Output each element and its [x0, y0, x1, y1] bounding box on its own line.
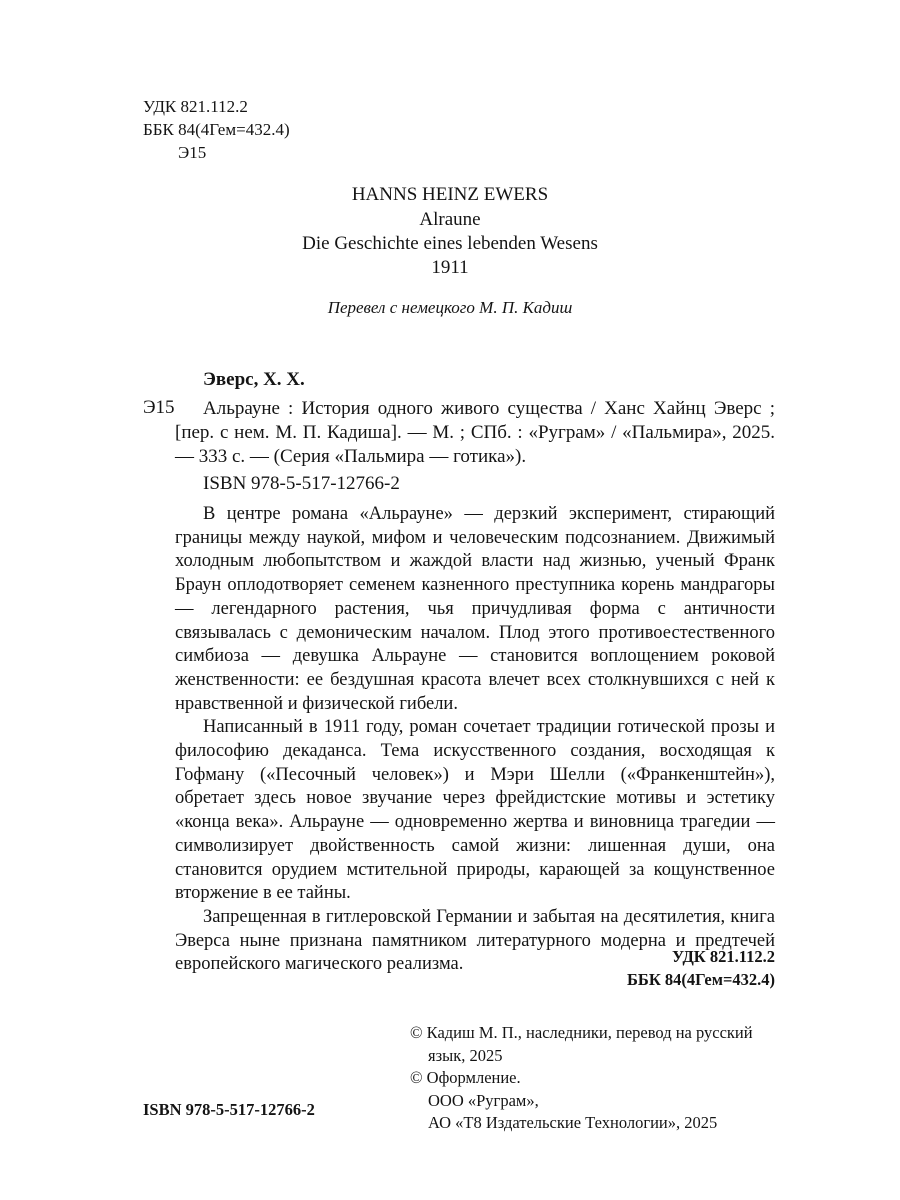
annotation: [175, 503, 775, 977]
biblio-author-heading: Эверс, Х. Х.: [203, 369, 305, 390]
original-year: 1911: [431, 257, 469, 278]
translator-note: Перевел с немецкого М. П. Кадиш: [327, 298, 573, 317]
biblio-description: Альрауне : История одного живого существа / Ханс Хайнц Эверс ; [пер. с нем. М. П. Кадиша]. — М. ; СПб. : «Руграм» / «Пальмира», 2025. — 333 с. — (Серия «Пальмира — готика»).: [175, 398, 775, 467]
footer-bbk: ББК 84(4Гем=432.4): [627, 970, 775, 989]
original-title: Alraune: [419, 209, 481, 230]
copyright-line: ООО «Руграм»,: [428, 1090, 539, 1110]
biblio-code: Э15: [143, 397, 175, 418]
original-author: HANNS HEINZ EWERS: [351, 184, 549, 205]
annotation-paragraph: Написанный в 1911 году, роман сочетает традиции готической прозы и философию декаданса. Тема искусственного создания, восходящая к Гофману («Песочный человек») и Мэри Шелли («Франкенштейн»), обретает здесь новое звучание через фрейдистские мотивы и эстетику «конца века». Альрауне — одновременно жертва и виновница трагедии — символизирует двойственность самой жизни: лишенная души, она становится орудием мстительной природы, карающей за кощунственное вторжение в ее тайны.: [175, 717, 775, 904]
footer-classification: [560, 945, 775, 991]
author-mark: Э15: [178, 143, 207, 162]
biblio-isbn: ISBN 978-5-517-12766-2: [203, 473, 400, 494]
annotation-paragraph: Запрещенная в гитлеровской Германии и забытая на десятилетия, книга Эверса ныне признана памятником литературного модерна и предтечей европейского магического реализма.: [175, 906, 775, 975]
annotation-paragraph: В центре романа «Альрауне» — дерзкий эксперимент, стирающий границы между наукой, мифом и человеческим подсознанием. Движимый холодным любопытством и жаждой власти над жизнью, ученый Франк Браун оплодотворяет семенем казненного преступника корень мандрагоры — легендарного растения, чья причудливая форма с античности связывалась с демоническим началом. Плод этого противоестественного симбиоза — девушка Альрауне — становится воплощением роковой женственности: ее бездушная красота влечет всех столкнувшихся с ней к нравственной и физической гибели.: [175, 504, 775, 714]
udk-code: УДК 821.112.2: [143, 97, 248, 116]
bbk-code: ББК 84(4Гем=432.4): [143, 120, 290, 139]
copyright-block: [410, 1022, 790, 1135]
copyright-line: АО «Т8 Издательские Технологии», 2025: [428, 1113, 718, 1132]
copyright-line: © Кадиш М. П., наследники, перевод на русский: [410, 1023, 753, 1042]
original-subtitle: Die Geschichte eines lebenden Wesens: [302, 233, 598, 254]
footer-udk: УДК 821.112.2: [672, 947, 775, 966]
footer-isbn: ISBN 978-5-517-12766-2: [143, 1100, 315, 1119]
copyright-line: язык, 2025: [428, 1045, 503, 1065]
copyright-line: © Оформление.: [410, 1068, 521, 1087]
